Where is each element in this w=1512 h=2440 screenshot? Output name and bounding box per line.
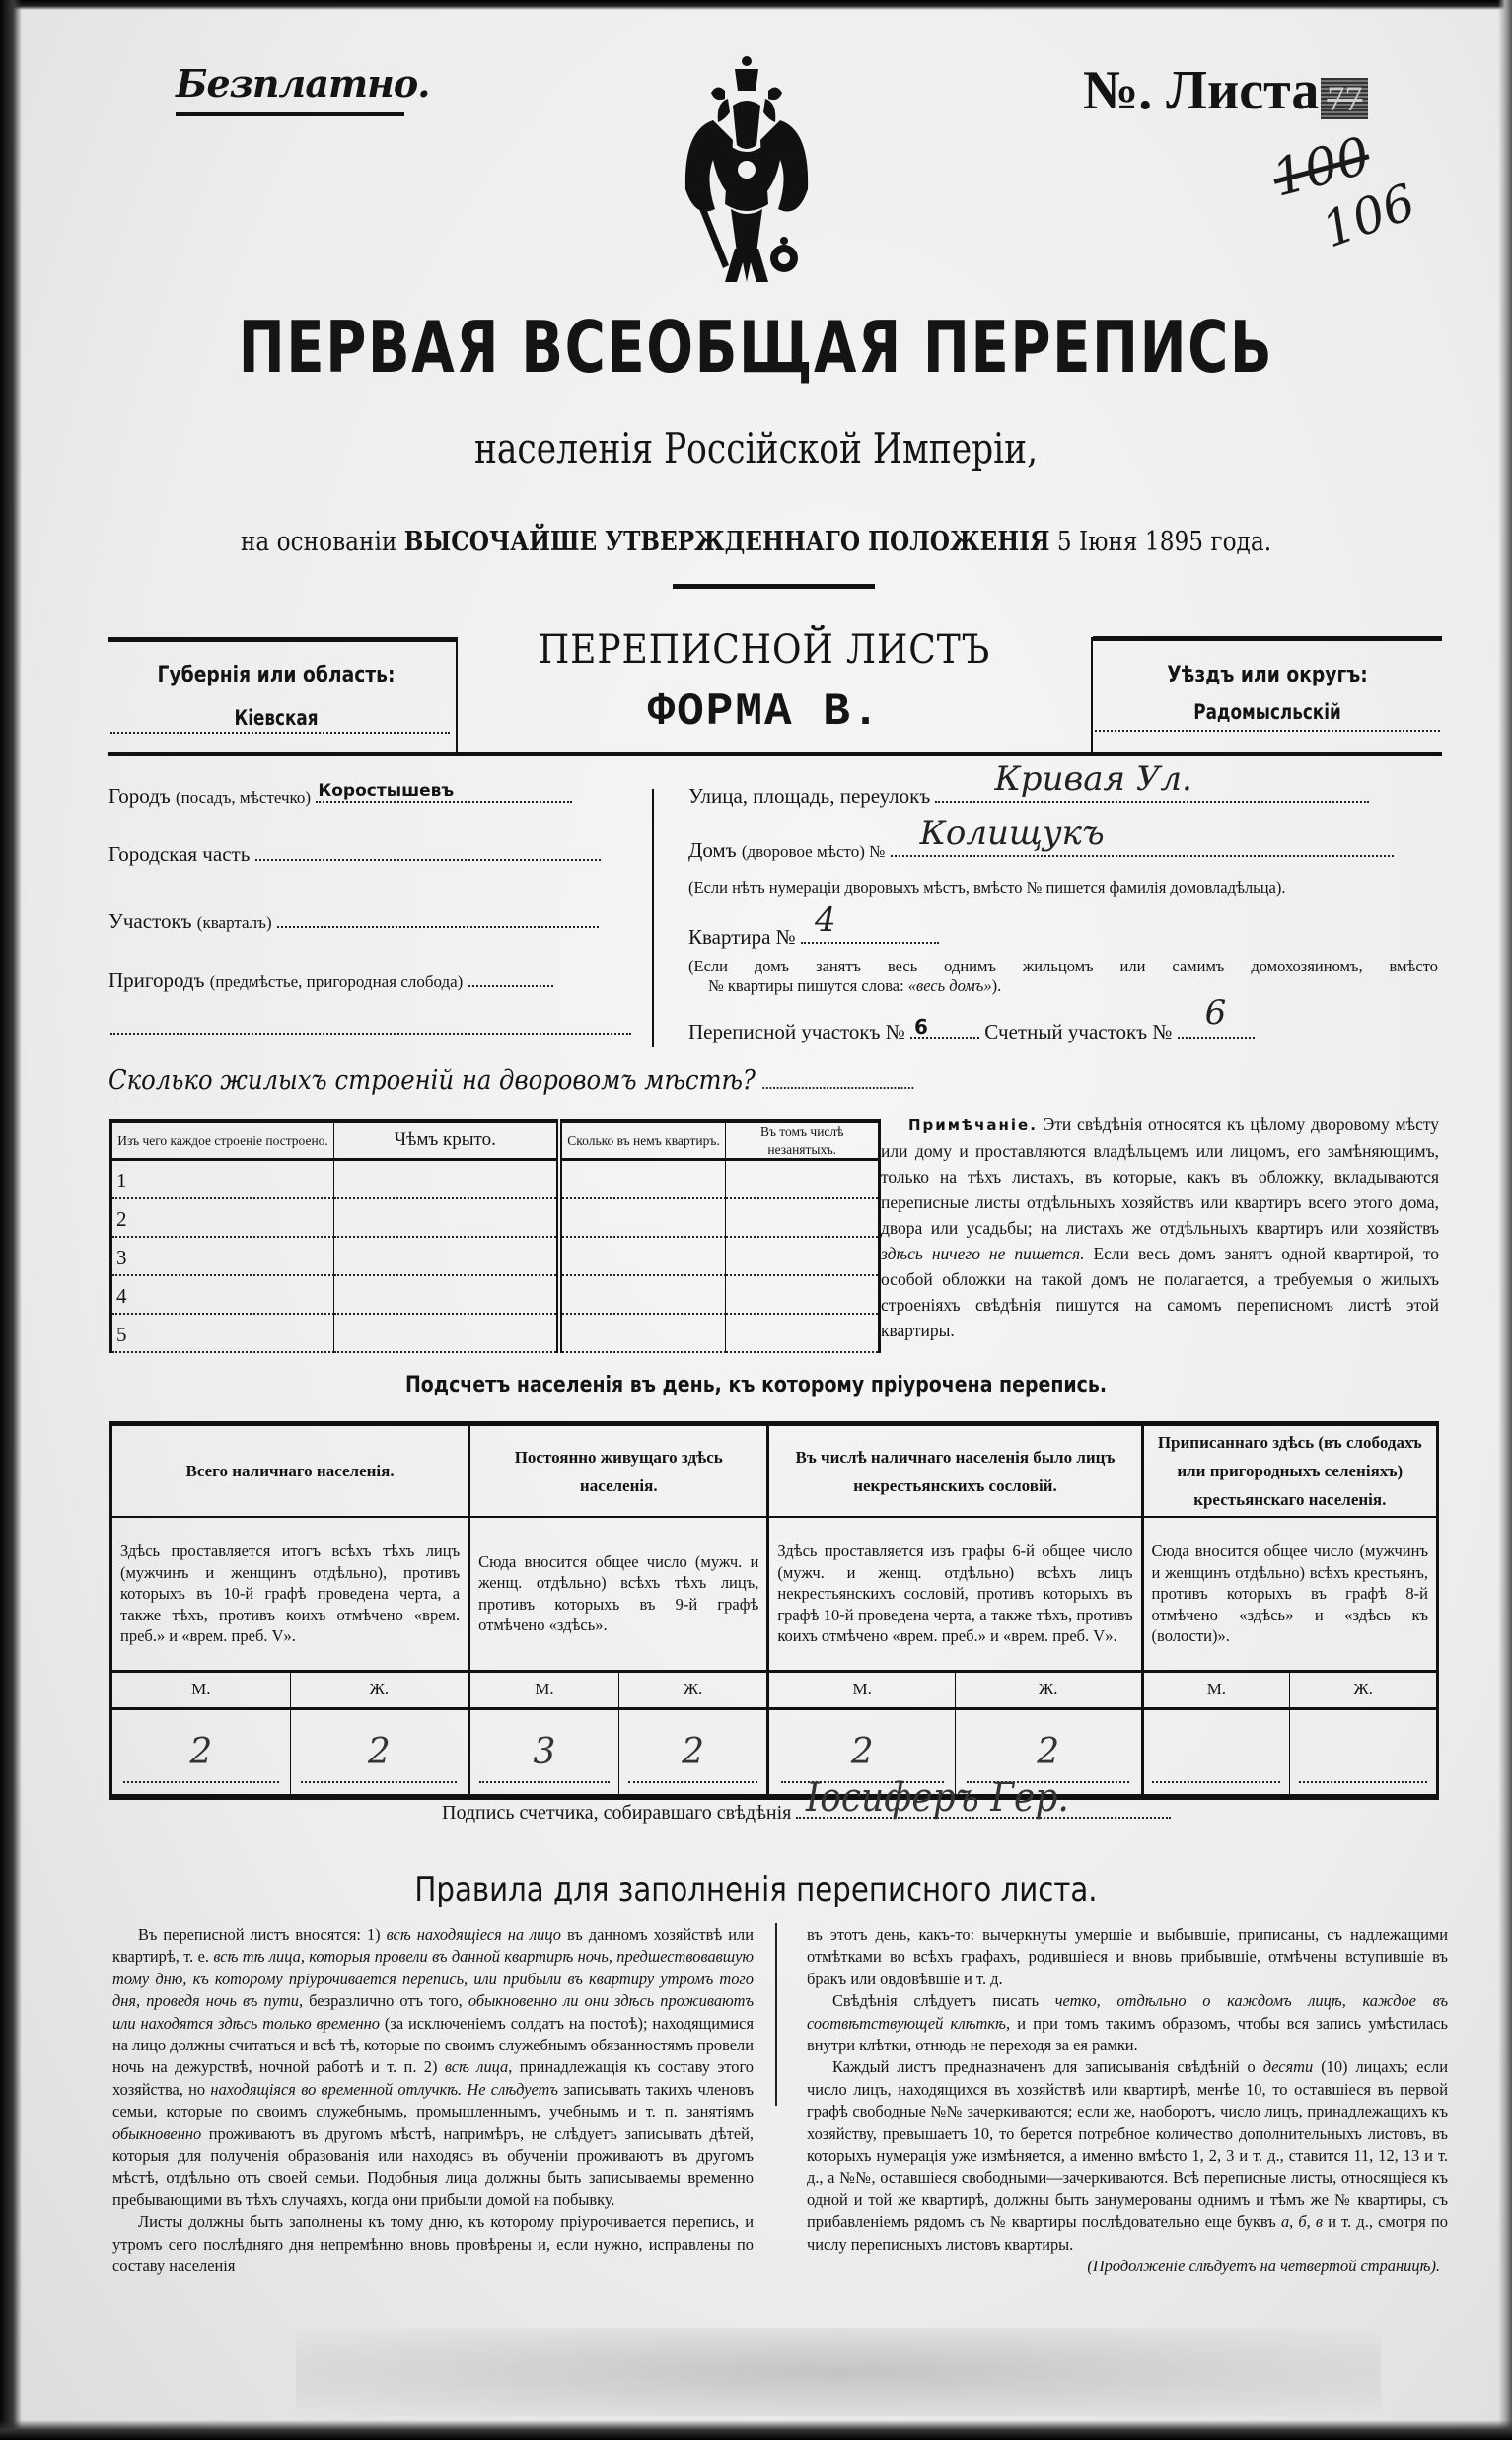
rules-paragraph (807, 2056, 1448, 2256)
rules-text-italic: всѣ находящіеся на лицо (386, 1925, 561, 1944)
registered-peasant-female-value (1299, 1732, 1427, 1783)
district-label: Уѣздъ или округъ: (1167, 663, 1368, 687)
city-value: Коростышевъ (318, 781, 455, 801)
population-description-row (111, 1517, 1438, 1671)
province-field-line (110, 732, 450, 734)
rules-right-column (807, 1924, 1448, 2278)
rules-text: принадлежащія къ составу этого хозяйства, но (112, 2057, 755, 2099)
address-divider (652, 789, 654, 1047)
buildings-row-number: 5 (116, 1322, 127, 1346)
total-present-male-value: 2 (123, 1732, 279, 1783)
buildings-row (111, 1237, 880, 1275)
count-district-field[interactable] (1178, 993, 1255, 1039)
total-present-female-value: 2 (301, 1732, 457, 1783)
total-present-male-cell[interactable] (111, 1708, 291, 1797)
scan-edge-bottom (0, 2420, 1512, 2440)
rules-text-italic: четко, отдѣльно о каждомъ лицѣ, каждое въ соотвѣтствующей клѣткѣ, (807, 1991, 1448, 2033)
street-field[interactable] (935, 759, 1369, 803)
double-headed-eagle-icon (674, 51, 820, 288)
group-non-peasant-description: Здѣсь проставляется изъ графы 6-й общее число (мужч. и женщ. отдѣльно) всѣхъ лицъ некрестьянскихъ сословій, противъ которыхъ въ графѣ 10-й проведена черта, а также тѣхъ, противъ коихъ отмѣчено «врем. преб.» и «врем. преб. V». (768, 1517, 1142, 1671)
rules-text-italic: десяти (1262, 2057, 1314, 2077)
sex-label-male: М. (469, 1671, 619, 1708)
rules-text-italic: всѣ лица, (444, 2057, 513, 2077)
count-district-value: 6 (1204, 993, 1227, 1033)
buildings-row (111, 1314, 880, 1352)
city-part-row (108, 842, 601, 867)
buildings-row-material-cell[interactable] (111, 1237, 334, 1275)
paper-stain (296, 2328, 1381, 2416)
sheet-number-label: №. Листа (1083, 60, 1320, 121)
suburb-hint: (предмѣстье, пригородная слобода) (209, 972, 464, 991)
census-district-value: 6 (914, 1015, 928, 1039)
band-bottom-rule (108, 752, 1442, 756)
buildings-row (111, 1160, 880, 1198)
sheet-number-handwritten-old: 100 (1265, 126, 1377, 209)
note-text-1: Эти свѣдѣнія относятся къ цѣлому дворовому мѣсту или дому и проставляются владѣльцемъ или лицомъ, его замѣняющимъ, только на тѣхъ листахъ, въ которые, какъ въ обложку, вкладываются переписные листы отдѣльныхъ хозяйствъ или квартиръ всего этого дома, двора или усадьбы; на листахъ же отдѣльныхъ квартиръ или хозяйствъ (881, 1114, 1440, 1238)
permanent-female-value: 2 (628, 1732, 758, 1783)
sex-label-female: Ж. (290, 1671, 469, 1708)
band-top-rule-right (1093, 636, 1442, 641)
scan-edge-left (0, 0, 22, 2440)
house-note: (Если нѣтъ нумераціи дворовыхъ мѣстъ, вмѣсто № пишется фамилія домовладѣльца). (688, 878, 1286, 897)
band-divider-right (1091, 637, 1093, 754)
buildings-row-apartments-cell[interactable] (559, 1237, 726, 1275)
suburb-row (108, 969, 553, 993)
count-district-label: Счетный участокъ № (984, 1020, 1173, 1043)
population-header-row (111, 1424, 1438, 1518)
total-present-female-cell[interactable] (290, 1708, 469, 1797)
city-hint: (посадъ, мѣстечко) (175, 788, 312, 807)
buildings-row-vacant-cell[interactable] (726, 1160, 880, 1198)
apartment-note-end: ). (991, 976, 1002, 995)
buildings-row-vacant-cell[interactable] (726, 1314, 880, 1352)
rules-text: проживаютъ въ другомъ мѣстѣ, напримѣръ, не слѣдуетъ записывать дѣтей, которыя для полученія образованія или находясь въ обученіи проживаютъ въ другомъ мѣстѣ, отдѣльно отъ своей семьи. Подобныя лица должны быть записываемы временно пребывающими въ тѣхъ случаяхъ, когда они прибыли домой на побывку. (112, 2123, 754, 2209)
group-registered-peasant-header: Приписаннаго здѣсь (въ слободахъ или пригородныхъ селеніяхъ) крестьянскаго населенія. (1142, 1424, 1437, 1518)
rules-text: и при томъ такимъ образомъ, чтобы вся запись умѣстилась внутри клѣтки, отнюдь не переходя за ея рамки. (807, 2013, 1448, 2055)
rules-text-italic: находящіяся во временной отлучкѣ. Не слѣдуетъ (210, 2079, 558, 2099)
group-registered-peasant-description: Сюда вносится общее число (мужчинъ и женщинъ отдѣльно) всѣхъ крестьянъ, противъ которыхъ въ графѣ 8-й отмѣчено «здѣсь» и «здѣсь къ (волости)». (1142, 1517, 1437, 1671)
city-part-label: Городская часть (108, 842, 251, 866)
document-basis (106, 527, 1405, 557)
permanent-male-value: 3 (479, 1732, 610, 1783)
population-sex-row (111, 1671, 1438, 1708)
sex-label-female: Ж. (1290, 1671, 1438, 1708)
buildings-answer-field[interactable] (763, 1087, 914, 1089)
census-district-field[interactable] (910, 1015, 979, 1039)
house-hint: (дворовое мѣсто) № (741, 842, 886, 861)
apartment-label: Квартира № (688, 925, 796, 949)
rules-column-divider (775, 1923, 777, 2106)
form-name: ФОРМА В. (647, 686, 882, 738)
apartment-row (688, 900, 939, 950)
scan-edge-top (0, 0, 1512, 10)
sheet-number (1083, 59, 1368, 122)
buildings-row (111, 1198, 880, 1237)
buildings-row-material-cell[interactable] (111, 1198, 334, 1237)
note-text-italic: здѣсь ничего не пишется. (881, 1244, 1085, 1263)
basis-date: 5 Іюня 1895 года. (1056, 527, 1272, 557)
sex-label-female: Ж. (618, 1671, 768, 1708)
apartment-note-text: № квартиры пишутся слова: (708, 976, 904, 995)
permanent-female-cell[interactable] (618, 1708, 768, 1797)
rules-text-italic: а, б, в (1280, 2212, 1324, 2232)
buildings-col-apartments: Сколько въ немъ квартиръ. (559, 1121, 726, 1160)
rules-text-italic: обыкновенно (112, 2123, 202, 2143)
city-label: Городъ (108, 784, 171, 808)
buildings-row-number: 4 (116, 1283, 127, 1308)
city-part-field[interactable] (255, 843, 601, 861)
apartment-field[interactable] (801, 900, 939, 944)
rules-text: Свѣдѣнія слѣдуетъ писать (832, 1991, 1040, 2011)
form-title: ПЕРЕПИСНОЙ ЛИСТЪ (538, 627, 991, 673)
rules-text: Каждый листъ предназначенъ для записыванія свѣдѣній о (832, 2057, 1256, 2077)
ward-row (108, 909, 599, 934)
district-numbers-row (688, 993, 1255, 1044)
buildings-row-apartments-cell[interactable] (559, 1314, 726, 1352)
non-peasant-female-value: 2 (967, 1732, 1129, 1783)
buildings-row-material-cell[interactable] (111, 1314, 334, 1352)
rules-text: Въ переписной листъ вносятся: 1) (138, 1925, 381, 1944)
rules-paragraph: Листы должны быть заполнены къ тому дню, къ которому пріурочивается перепись, и утромъ сего послѣдняго дня непремѣнно вновь провѣрены и, если нужно, исправлены по составу населенія (112, 2212, 754, 2276)
rules-paragraph: въ этотъ день, какъ-то: вычеркнуты умершіе и выбывшіе, приписаны, съ надлежащими отмѣтками во всѣхъ графахъ, родившіеся и вновь прибывшіе, отмѣчены вступившіе въ бракъ или овдовѣвшіе и т. д. (807, 1925, 1448, 1988)
rules-paragraph (807, 1990, 1448, 2056)
buildings-col-material: Изъ чего каждое строеніе построено. (111, 1121, 334, 1160)
ward-hint: (кварталъ) (196, 913, 272, 932)
sex-label-male: М. (111, 1671, 291, 1708)
signature-value: Іосиферъ Гер. (806, 1775, 1070, 1821)
city-field[interactable] (316, 781, 572, 803)
basis-prefix: на основаніи (240, 527, 397, 557)
group-total-present-header: Всего наличнаго населенія. (111, 1424, 469, 1518)
rules-text: и т. д., смотря по числу переписныхъ листовъ квартиры. (807, 2212, 1448, 2254)
buildings-row-material-cell[interactable] (111, 1160, 334, 1198)
population-count-title: Подсчетъ населенія въ день, къ которому пріурочена перепись. (404, 1373, 1108, 1398)
free-label-underline (176, 112, 404, 116)
non-peasant-male-value: 2 (781, 1732, 944, 1783)
sex-label-male: М. (768, 1671, 956, 1708)
apartment-note-italic: «весь домъ» (907, 976, 992, 995)
group-permanent-description: Сюда вносится общее число (мужч. и женщ. отдѣльно) всѣхъ тѣхъ лицъ, противъ которыхъ въ 9-й графѣ отмѣчено «здѣсь». (469, 1517, 768, 1671)
rules-title: Правила для заполненія переписного листа. (414, 1870, 1098, 1909)
registered-peasant-female-cell[interactable] (1290, 1708, 1438, 1797)
ward-field[interactable] (277, 910, 599, 928)
buildings-col-roof: Чѣмъ крыто. (334, 1121, 559, 1160)
province-label: Губернія или область: (157, 663, 396, 687)
house-label: Домъ (688, 838, 737, 862)
street-value: Кривая Ул. (994, 759, 1192, 799)
continued-note: (Продолженіе слѣдуетъ на четвертой страницѣ). (1087, 2257, 1440, 2276)
band-top-rule-left (108, 637, 456, 642)
basis-main: ВЫСОЧАЙШЕ УТВЕРЖДЕННАГО ПОЛОЖЕНІЯ (403, 527, 1050, 557)
house-field[interactable] (891, 814, 1394, 857)
permanent-male-cell[interactable] (469, 1708, 619, 1797)
suburb-field-line-2 (110, 1033, 631, 1035)
group-total-present-description: Здѣсь проставляется итогъ всѣхъ тѣхъ лицъ (мужчинъ и женщинъ отдѣльно), противъ которыхъ въ 10-й графѣ проведена черта, а также тѣхъ, противъ коихъ отмѣчено «врем. преб.» и «врем. преб. V». (111, 1517, 469, 1671)
buildings-row-roof-cell[interactable] (334, 1160, 559, 1198)
buildings-row-material-cell[interactable] (111, 1275, 334, 1314)
buildings-row-roof-cell[interactable] (334, 1275, 559, 1314)
buildings-row-number: 1 (116, 1169, 127, 1193)
scan-edge-right (1498, 0, 1512, 2440)
title-rule (673, 584, 875, 589)
signature-label: Подпись счетчика, собиравшаго свѣдѣнія (442, 1802, 792, 1824)
signature-field[interactable] (796, 1775, 1171, 1821)
buildings-table (109, 1119, 881, 1353)
city-row (108, 781, 572, 809)
sheet-number-handwritten-new: 106 (1314, 173, 1423, 259)
suburb-label: Пригородъ (108, 969, 205, 992)
street-label: Улица, площадь, переулокъ (688, 784, 931, 808)
group-non-peasant-header: Въ числѣ наличнаго населенія было лицъ некрестьянскихъ сословій. (768, 1424, 1142, 1518)
rules-paragraph (112, 1924, 754, 2211)
apartment-value: 4 (814, 900, 836, 940)
suburb-field[interactable] (468, 969, 553, 987)
buildings-row-vacant-cell[interactable] (726, 1198, 880, 1237)
registered-peasant-male-cell[interactable] (1142, 1708, 1290, 1797)
free-of-charge-label: Безплатно. (176, 61, 430, 106)
rules-text: въ данномъ хозяйствѣ или квартирѣ, т. е. (112, 1925, 754, 1967)
buildings-question-text: Сколько жилыхъ строеній на дворовомъ мѣстѣ? (108, 1065, 756, 1096)
buildings-row-apartments-cell[interactable] (559, 1275, 726, 1314)
buildings-note (881, 1112, 1439, 1343)
sheet-number-printed: 77 (1321, 78, 1368, 119)
group-permanent-header: Постоянно живущаго здѣсь населенія. (469, 1424, 768, 1518)
buildings-row-number: 2 (116, 1206, 127, 1231)
population-table (109, 1421, 1439, 1800)
rules-text-italic: обыкновенно ли они здѣсь проживаютъ или находятся здѣсь только временно (112, 1991, 754, 2033)
buildings-col-vacant: Въ томъ числѣ незанятыхъ. (726, 1121, 880, 1160)
rules-left-column (112, 1924, 754, 2278)
sex-label-male: М. (1142, 1671, 1290, 1708)
buildings-question (108, 1065, 914, 1096)
buildings-row-roof-cell[interactable] (334, 1237, 559, 1275)
population-values-row (111, 1708, 1438, 1797)
district-field-line (1095, 730, 1440, 732)
apartment-note-line-1: (Если домъ занятъ весь однимъ жильцомъ или самимъ домохозяиномъ, вмѣсто (688, 957, 1438, 975)
rules-text-italic: всѣ тѣ лица, которыя провели въ данной квартирѣ ночь, предшествовавшую тому дню, къ которому пріурочивается перепись, или прибыли въ квартиру утромъ того дня, проведя ночь въ пути, (112, 1947, 754, 2011)
house-row (688, 814, 1394, 863)
census-district-label: Переписной участокъ № (688, 1020, 905, 1043)
buildings-row-apartments-cell[interactable] (559, 1160, 726, 1198)
apartment-note-line-2 (708, 976, 1001, 996)
rules-text: (10) лицахъ; если число лицъ, находящихся въ хозяйствѣ или квартирѣ, менѣе 10, то оставшіеся въ первой графѣ свободные №№ зачеркиваются; если же, наоборотъ, число лицъ, принадлежащихъ къ хозяйству, превышаетъ 10, то берется потребное количество дополнительныхъ листовъ, въ которыхъ нумерація уже измѣняется, а именно вмѣсто 1, 2, 3 и т. д., ставится 11, 12, 13 и т. д., а №№, оставшіеся свободными—зачеркиваются. Всѣ переписные листы, относящіеся къ одной и той же квартирѣ, должны быть занумерованы однимъ и тѣмъ же № квартиры, съ прибавленіемъ рядомъ съ № квартиры послѣдовательно еще буквъ (807, 2057, 1448, 2232)
enumerator-signature-row (442, 1775, 1171, 1825)
rules-text: безразлично отъ того, (309, 1991, 463, 2011)
document-title: ПЕРВАЯ ВСЕОБЩАЯ ПЕРЕПИСЬ (238, 306, 1274, 389)
province-field[interactable]: Кіевская (234, 706, 319, 730)
buildings-row-apartments-cell[interactable] (559, 1198, 726, 1237)
rules-text: записывать такихъ членовъ семьи, которые по своимъ служебнымъ, промышленнымъ, учебнымъ и т. п. занятіямъ (112, 2079, 754, 2121)
buildings-row-roof-cell[interactable] (334, 1314, 559, 1352)
registered-peasant-male-value (1152, 1732, 1280, 1783)
note-text-2: Если весь домъ занятъ одной квартирой, то особой обложки на такой домъ не полагается, а требуемыя о жилыхъ строеніяхъ свѣдѣнія пишутся на самомъ переписномъ листѣ этой квартиры. (881, 1244, 1440, 1340)
sex-label-female: Ж. (955, 1671, 1142, 1708)
buildings-row-vacant-cell[interactable] (726, 1237, 880, 1275)
note-label: Примѣчаніе. (908, 1116, 1038, 1134)
district-field[interactable]: Радомысльскій (1193, 700, 1341, 724)
document-subtitle: населенія Россійской Имперіи, (473, 424, 1039, 472)
ward-label: Участокъ (108, 909, 192, 933)
house-value: Колищукъ (919, 814, 1105, 853)
buildings-row (111, 1275, 880, 1314)
buildings-row-roof-cell[interactable] (334, 1198, 559, 1237)
street-row (688, 759, 1369, 809)
buildings-row-vacant-cell[interactable] (726, 1275, 880, 1314)
rules-text: (за исключеніемъ солдатъ на постоѣ); находящимися на лицо должны считаться и всѣ тѣ, которые по своимъ служебнымъ обязанностямъ провели ночь на дежурствѣ, ночной работѣ и т. п. 2) (112, 2013, 754, 2077)
buildings-row-number: 3 (116, 1245, 127, 1269)
